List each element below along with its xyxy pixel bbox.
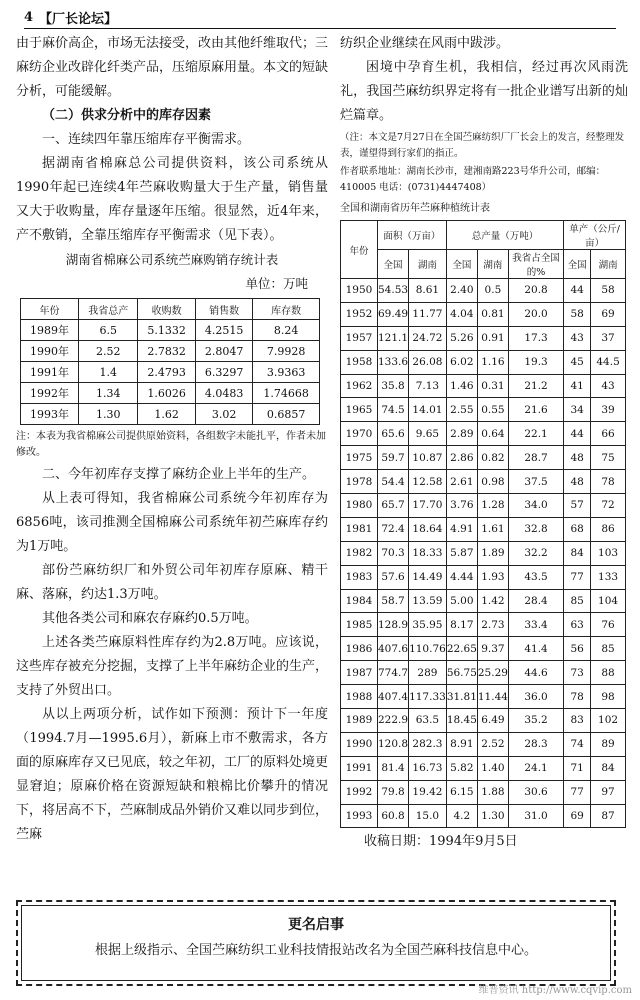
paragraph: 其他各类公司和麻农存麻约0.5万吨。 (42, 611, 258, 626)
table-row (341, 494, 626, 518)
table-cell: 289 (409, 661, 447, 685)
table-cell: 1986 (341, 637, 378, 661)
table-row (341, 589, 626, 613)
column-header: 库存数 (253, 299, 320, 320)
table-cell: 31.81 (446, 685, 477, 709)
hunan-header: 湖南 (409, 250, 447, 279)
paragraph: 从以上两项分析，试作如下预测：预计下一年度（1994.7月—1995.6月），新麻上市不敷需求，各方面的原麻库存又已见底，较之年初，工厂的原料处境更显窘迫；原麻价格在资源短缺和粮棉比价攀升的情况下，将居高不下，苎麻制成品外销价又难以同步到位，苎麻 (16, 707, 329, 842)
table-cell: 45 (564, 350, 591, 374)
table-cell: 6.5 (79, 320, 138, 341)
table-cell: 17.3 (508, 326, 563, 350)
table-cell: 44.5 (591, 350, 626, 374)
table-cell: 6.49 (477, 709, 508, 733)
table-cell: 1989年 (21, 320, 79, 341)
table-row (341, 613, 626, 637)
table-cell: 0.55 (477, 398, 508, 422)
table-cell: 282.3 (409, 732, 447, 756)
table-cell: 78 (564, 685, 591, 709)
table-cell: 19.3 (508, 350, 563, 374)
table-cell: 73 (564, 661, 591, 685)
table-cell: 35.2 (508, 709, 563, 733)
table-cell: 14.01 (409, 398, 447, 422)
table-cell: 89 (591, 732, 626, 756)
table-cell: 9.65 (409, 422, 447, 446)
table-cell: 87 (591, 804, 626, 828)
table-row (341, 756, 626, 780)
table-cell: 13.59 (409, 589, 447, 613)
table-row (341, 422, 626, 446)
table-cell: 43 (564, 326, 591, 350)
table-cell: 69 (591, 302, 626, 326)
table-cell: 54.53 (378, 279, 409, 303)
table-cell: 7.9928 (253, 341, 320, 362)
paragraph: 据湖南省棉麻总公司提供资料，该公司系统从1990年起已连续4年苎麻收购量大于生产量，销售量又大于收购量，库存量逐年压缩。很显然，近4年来，产不敷销，全靠压缩库存平衡需求（见下表）。 (16, 156, 328, 243)
table-cell: 35.95 (409, 613, 447, 637)
table-row (21, 320, 320, 341)
watermark: 维普资讯 http://www.cqvip.com (478, 985, 632, 996)
table-cell: 20.0 (508, 302, 563, 326)
table-cell: 1.88 (477, 780, 508, 804)
table-cell: 39 (591, 398, 626, 422)
table-cell: 2.7832 (138, 341, 195, 362)
table-cell: 44 (564, 279, 591, 303)
table-cell: 1991 (341, 756, 378, 780)
table-row (341, 661, 626, 685)
table-cell: 0.6857 (253, 404, 320, 425)
table-cell: 28.4 (508, 589, 563, 613)
table-cell: 21.6 (508, 398, 563, 422)
table-cell: 0.31 (477, 374, 508, 398)
table-cell: 28.7 (508, 446, 563, 470)
hunan-header: 湖南 (477, 250, 508, 279)
table-cell: 5.00 (446, 589, 477, 613)
table-row (341, 709, 626, 733)
notice-title: 更名启事 (288, 917, 344, 933)
table-cell: 18.45 (446, 709, 477, 733)
table-cell: 5.26 (446, 326, 477, 350)
table-cell: 6.02 (446, 350, 477, 374)
table-cell: 1.42 (477, 589, 508, 613)
table-cell: 33.4 (508, 613, 563, 637)
table-cell: 37.5 (508, 470, 563, 494)
table-cell: 6.3297 (195, 362, 252, 383)
table-cell: 5.82 (446, 756, 477, 780)
table-cell: 1.34 (79, 383, 138, 404)
table-cell: 56.75 (446, 661, 477, 685)
yield-header: 单产（公斤/亩） (564, 221, 626, 250)
table-cell: 2.89 (446, 422, 477, 446)
table-cell: 2.52 (79, 341, 138, 362)
table-cell: 1.74668 (253, 383, 320, 404)
table-cell: 117.33 (409, 685, 447, 709)
table-cell: 32.2 (508, 541, 563, 565)
rename-notice-box (16, 900, 616, 986)
table-cell: 59.7 (378, 446, 409, 470)
table-cell: 1950 (341, 279, 378, 303)
table-row (341, 517, 626, 541)
table-cell: 1.89 (477, 541, 508, 565)
table-row (341, 350, 626, 374)
table-row (341, 565, 626, 589)
table-cell: 8.61 (409, 279, 447, 303)
table-cell: 97 (591, 780, 626, 804)
table-cell: 110.76 (409, 637, 447, 661)
right-column (340, 32, 628, 852)
table-cell: 4.2 (446, 804, 477, 828)
table-cell: 35.8 (378, 374, 409, 398)
table-cell: 103 (591, 541, 626, 565)
table-cell: 1992年 (21, 383, 79, 404)
table-cell: 65.6 (378, 422, 409, 446)
table-cell: 3.02 (195, 404, 252, 425)
paragraph: 部份苎麻纺织厂和外贸公司年初库存原麻、精干麻、落麻，约达1.3万吨。 (16, 563, 328, 602)
table-cell: 20.8 (508, 279, 563, 303)
table-cell: 24.72 (409, 326, 447, 350)
table-cell: 1983 (341, 565, 378, 589)
table-cell: 1980 (341, 494, 378, 518)
column-header: 收购数 (138, 299, 195, 320)
table-cell: 1988 (341, 685, 378, 709)
table-cell: 60.8 (378, 804, 409, 828)
table-cell: 104 (591, 589, 626, 613)
table-cell: 31.0 (508, 804, 563, 828)
table-cell: 86 (591, 517, 626, 541)
table-cell: 28.3 (508, 732, 563, 756)
table-cell: 1.93 (477, 565, 508, 589)
table-cell: 407.4 (378, 685, 409, 709)
table-cell: 14.49 (409, 565, 447, 589)
table-cell: 4.91 (446, 517, 477, 541)
table-cell: 1957 (341, 326, 378, 350)
national-header: 全国 (378, 250, 409, 279)
table-cell: 2.61 (446, 470, 477, 494)
table-cell: 0.5 (477, 279, 508, 303)
table-cell: 18.64 (409, 517, 447, 541)
table-cell: 0.81 (477, 302, 508, 326)
table-row (21, 341, 320, 362)
table-cell: 48 (564, 470, 591, 494)
table-cell: 2.8047 (195, 341, 252, 362)
table-cell: 11.44 (477, 685, 508, 709)
table-cell: 2.86 (446, 446, 477, 470)
table-cell: 8.17 (446, 613, 477, 637)
table-cell: 76 (591, 613, 626, 637)
table-cell: 774.7 (378, 661, 409, 685)
table-cell: 10.87 (409, 446, 447, 470)
table-cell: 85 (564, 589, 591, 613)
table-cell: 2.4793 (138, 362, 195, 383)
table-cell: 1993 (341, 804, 378, 828)
table-cell: 74.5 (378, 398, 409, 422)
table-cell: 58.7 (378, 589, 409, 613)
table-cell: 5.87 (446, 541, 477, 565)
table-cell: 54.4 (378, 470, 409, 494)
table-cell: 77 (564, 565, 591, 589)
table-cell: 1991年 (21, 362, 79, 383)
table-cell: 1992 (341, 780, 378, 804)
table-cell: 65.7 (378, 494, 409, 518)
table-cell: 72 (591, 494, 626, 518)
table-cell: 1984 (341, 589, 378, 613)
table-cell: 1.6026 (138, 383, 195, 404)
table-cell: 1.30 (79, 404, 138, 425)
table-cell: 0.82 (477, 446, 508, 470)
table-row (341, 398, 626, 422)
table-row (341, 302, 626, 326)
national-header: 全国 (564, 250, 591, 279)
stock-table (20, 298, 320, 425)
table-cell: 1962 (341, 374, 378, 398)
paragraph: 纺织企业继续在风雨中跋涉。 (340, 36, 510, 51)
table-cell: 4.44 (446, 565, 477, 589)
table-cell: 120.8 (378, 732, 409, 756)
table-row (341, 279, 626, 303)
paragraph: 从上表可得知，我省棉麻公司系统今年初库存为6856吨，该司推测全国棉麻公司系统年初苎麻库存约为1万吨。 (16, 491, 328, 554)
table-cell: 77 (564, 780, 591, 804)
table-row (341, 804, 626, 828)
table-cell: 41 (564, 374, 591, 398)
table-cell: 2.40 (446, 279, 477, 303)
year-header: 年份 (341, 221, 378, 279)
author-note: （注：本文是7月27日在全国苎麻纺织厂厂长会上的发言，经整理发表，谨望得到行家们的指正。 (340, 132, 625, 159)
table-cell: 2.52 (477, 732, 508, 756)
table-cell: 63.5 (409, 709, 447, 733)
table-cell: 43 (591, 374, 626, 398)
table-cell: 5.1332 (138, 320, 195, 341)
table-cell: 68 (564, 517, 591, 541)
table-cell: 12.58 (409, 470, 447, 494)
table-cell: 0.98 (477, 470, 508, 494)
table-cell: 1978 (341, 470, 378, 494)
paragraph: 困境中孕育生机，我相信，经过再次风雨洗礼，我国苎麻纺织界定将有一批企业谱写出新的灿烂篇章。 (340, 60, 628, 123)
table-cell: 88 (591, 661, 626, 685)
table-cell: 58 (564, 302, 591, 326)
received-date: 收稿日期：1994年9月5日 (364, 834, 518, 850)
table-note: 注：本表为我省棉麻公司提供原始资料，各组数字未能扎平，作者未加修改。 (16, 431, 326, 458)
subheading-2: 二、今年初库存支撑了麻纺企业上半年的生产。 (42, 467, 316, 482)
table-cell: 1985 (341, 613, 378, 637)
table-row (341, 470, 626, 494)
table-cell: 17.70 (409, 494, 447, 518)
history-table-title: 全国和湖南省历年苎麻种植统计表 (340, 203, 490, 214)
table-row (341, 637, 626, 661)
table-cell: 1.46 (446, 374, 477, 398)
hunan-header: 湖南 (591, 250, 626, 279)
table-cell: 22.1 (508, 422, 563, 446)
table-cell: 128.9 (378, 613, 409, 637)
table-cell: 133.6 (378, 350, 409, 374)
table-cell: 4.04 (446, 302, 477, 326)
table-cell: 48 (564, 446, 591, 470)
output-header: 总产量（万吨） (446, 221, 563, 250)
table-row (341, 732, 626, 756)
table-cell: 15.0 (409, 804, 447, 828)
table-cell: 1990年 (21, 341, 79, 362)
table-cell: 34 (564, 398, 591, 422)
table-cell: 1990 (341, 732, 378, 756)
table-row (21, 383, 320, 404)
column-header: 我省总产 (79, 299, 138, 320)
table-cell: 1.16 (477, 350, 508, 374)
table-cell: 36.0 (508, 685, 563, 709)
table-cell: 1982 (341, 541, 378, 565)
table-cell: 44 (564, 422, 591, 446)
table-cell: 1987 (341, 661, 378, 685)
table-cell: 1.40 (477, 756, 508, 780)
table-caption: 湖南省棉麻公司系统苎麻购销存统计表 (65, 252, 279, 267)
table-cell: 22.65 (446, 637, 477, 661)
table-cell: 58 (591, 279, 626, 303)
table-cell: 81.4 (378, 756, 409, 780)
notice-inner (21, 905, 611, 981)
share-header: 我省占全国的% (508, 250, 563, 279)
table-cell: 222.9 (378, 709, 409, 733)
table-cell: 1.28 (477, 494, 508, 518)
table-row (341, 685, 626, 709)
table-cell: 44.6 (508, 661, 563, 685)
table-cell: 69 (564, 804, 591, 828)
table-cell: 18.33 (409, 541, 447, 565)
national-header: 全国 (446, 250, 477, 279)
table-cell: 1981 (341, 517, 378, 541)
table-cell: 2.55 (446, 398, 477, 422)
table-cell: 121.1 (378, 326, 409, 350)
table-cell: 102 (591, 709, 626, 733)
table-cell: 1.61 (477, 517, 508, 541)
table-cell: 0.91 (477, 326, 508, 350)
table-cell: 41.4 (508, 637, 563, 661)
notice-text: 根据上级指示、全国苎麻纺织工业科技情报站改名为全国苎麻科技信息中心。 (94, 943, 537, 958)
table-cell: 11.77 (409, 302, 447, 326)
table-cell: 79.8 (378, 780, 409, 804)
table-cell: 83 (564, 709, 591, 733)
table-cell: 133 (591, 565, 626, 589)
table-row (341, 374, 626, 398)
table-cell: 1958 (341, 350, 378, 374)
table-cell: 25.29 (477, 661, 508, 685)
table-cell: 37 (591, 326, 626, 350)
table-cell: 98 (591, 685, 626, 709)
table-unit: 单位：万吨 (245, 276, 308, 291)
table-header-row (341, 221, 626, 250)
table-cell: 78 (591, 470, 626, 494)
table-cell: 56 (564, 637, 591, 661)
table-cell: 84 (591, 756, 626, 780)
table-cell: 26.08 (409, 350, 447, 374)
table-subheader-row (341, 250, 626, 279)
subheading-1: 一、连续四年靠压缩库存平衡需求。 (42, 132, 251, 147)
page-number: 4 (24, 9, 34, 25)
column-header: 年份 (21, 299, 79, 320)
table-cell: 3.76 (446, 494, 477, 518)
intro-paragraph: 由于麻价高企，市场无法接受，改由其他纤维取代；三麻纺企业改辟化纤类产品，压缩原麻用量。本文的短缺分析，可能缓解。 (16, 36, 329, 99)
table-cell: 1.30 (477, 804, 508, 828)
table-cell: 30.6 (508, 780, 563, 804)
table-cell: 21.2 (508, 374, 563, 398)
table-row (341, 541, 626, 565)
table-cell: 2.73 (477, 613, 508, 637)
table-cell: 16.73 (409, 756, 447, 780)
table-cell: 1989 (341, 709, 378, 733)
table-row (21, 404, 320, 425)
table-cell: 1952 (341, 302, 378, 326)
author-address: 作者联系地址：湖南长沙市，建湘南路223号华升公司，邮编：410005 电话：(0731)4447408） (340, 166, 606, 193)
paragraph: 上述各类苎麻原料性库存约为2.8万吨。应该说，这些库存被充分挖掘，支撑了上半年麻纺企业的生产，支持了外贸出口。 (16, 635, 329, 698)
history-table (340, 220, 626, 828)
table-cell: 71 (564, 756, 591, 780)
table-cell: 1970 (341, 422, 378, 446)
table-cell: 8.91 (446, 732, 477, 756)
table-header-row (21, 299, 320, 320)
table-cell: 84 (564, 541, 591, 565)
table-cell: 85 (591, 637, 626, 661)
table-cell: 9.37 (477, 637, 508, 661)
table-cell: 407.6 (378, 637, 409, 661)
page-header (24, 6, 616, 29)
table-cell: 72.4 (378, 517, 409, 541)
table-cell: 1.62 (138, 404, 195, 425)
table-cell: 66 (591, 422, 626, 446)
area-header: 面积（万亩） (378, 221, 447, 250)
table-cell: 57.6 (378, 565, 409, 589)
table-cell: 1975 (341, 446, 378, 470)
table-cell: 4.2515 (195, 320, 252, 341)
table-cell: 70.3 (378, 541, 409, 565)
table-cell: 1965 (341, 398, 378, 422)
table-cell: 24.1 (508, 756, 563, 780)
table-cell: 75 (591, 446, 626, 470)
section-heading: （二）供求分析中的库存因素 (42, 108, 212, 123)
table-row (341, 780, 626, 804)
table-cell: 7.13 (409, 374, 447, 398)
table-cell: 43.5 (508, 565, 563, 589)
table-row (341, 446, 626, 470)
table-cell: 3.9363 (253, 362, 320, 383)
table-cell: 8.24 (253, 320, 320, 341)
table-cell: 1.4 (79, 362, 138, 383)
table-cell: 69.49 (378, 302, 409, 326)
table-cell: 63 (564, 613, 591, 637)
table-cell: 0.64 (477, 422, 508, 446)
column-header: 销售数 (195, 299, 252, 320)
table-cell: 74 (564, 732, 591, 756)
left-column (16, 32, 328, 847)
table-cell: 6.15 (446, 780, 477, 804)
column-name: 【厂长论坛】 (39, 11, 118, 27)
table-cell: 57 (564, 494, 591, 518)
table-cell: 34.0 (508, 494, 563, 518)
table-row (21, 362, 320, 383)
table-cell: 32.8 (508, 517, 563, 541)
table-cell: 1993年 (21, 404, 79, 425)
table-row (341, 326, 626, 350)
table-cell: 19.42 (409, 780, 447, 804)
table-cell: 4.0483 (195, 383, 252, 404)
